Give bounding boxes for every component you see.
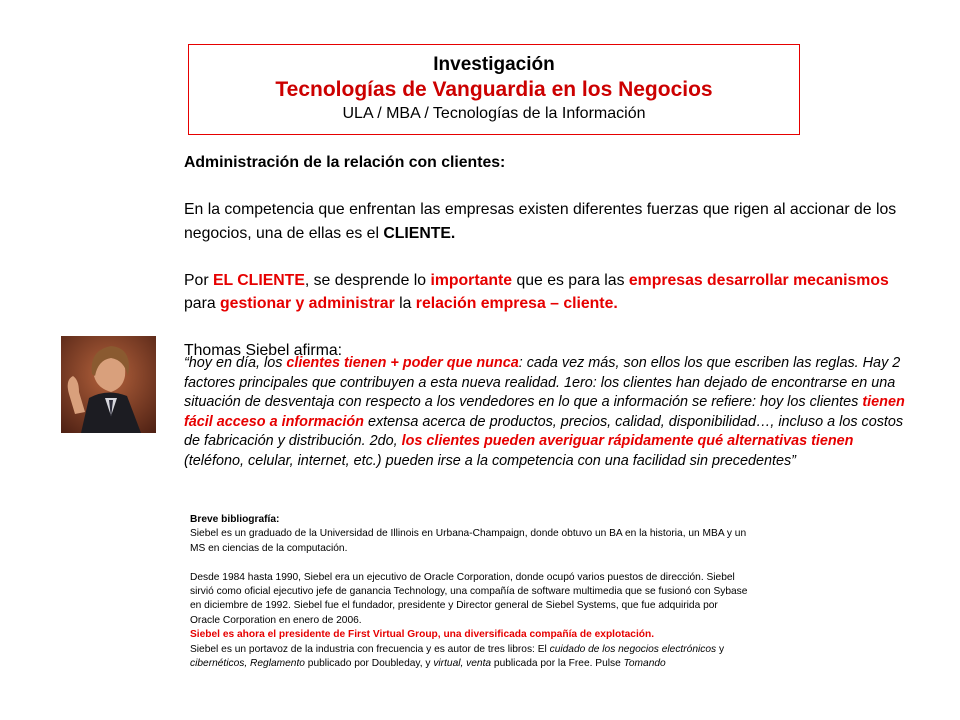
para2-seg: Por — [184, 271, 213, 289]
bibliography-title: Breve bibliografía: — [190, 514, 280, 525]
book-title: Tomando — [623, 658, 666, 670]
para2-highlight: importante — [430, 271, 513, 289]
quote-highlight: los clientes pueden averiguar rápidamente qué alternativas tienen — [401, 433, 854, 449]
biblio-seg: Siebel es un portavoz de la industria con frecuencia y es autor de tres libros: El — [190, 643, 550, 655]
quote-seg: “hoy en día, los — [184, 355, 287, 371]
portrait-photo — [61, 336, 156, 433]
quote-intro: Thomas Siebel afirma: — [184, 342, 343, 359]
main-content — [184, 151, 914, 363]
biblio-seg: publicado por Doubleday, y — [304, 658, 434, 670]
quote-seg: (teléfono, celular, internet, etc.) pueden irse a la competencia con una facilidad sin precedentes” — [184, 452, 796, 469]
section-heading: Administración de la relación con clientes: — [184, 154, 506, 171]
para2-highlight: relación empresa – cliente. — [415, 295, 618, 312]
quote-paragraph — [184, 354, 914, 471]
bibliography — [190, 513, 750, 671]
para1-text: En la competencia que enfrentan las empresas existen diferentes fuerzas que rigen al accionar de los negocios, una de ellas es el — [184, 201, 897, 242]
title-line-2: Tecnologías de Vanguardia en los Negocios — [275, 78, 713, 101]
bibliography-p1: Siebel es un graduado de la Universidad de Illinois en Urbana-Champaign, donde obtuvo un BA en la historia, un MBA y un MS en ciencias de la computación. — [190, 528, 747, 554]
quote-seg: extensa acerca de productos, precios, calidad, disponibilidad…, incluso a los costos de fabricación y distribución. 2do, — [184, 413, 904, 449]
book-title: cuidado de los negocios electrónicos — [549, 643, 717, 655]
portrait-image — [61, 336, 156, 433]
para2-seg: , se desprende lo — [304, 271, 431, 289]
para2-seg: para — [184, 295, 221, 312]
book-title: cibernéticos, Reglamento — [190, 658, 305, 670]
quote-seg: : cada vez más, son ellos los que escriben las reglas. Hay 2 factores principales que contribuyen a esta nueva realidad. 1ero: los clientes han dejado de encontrarse en una situación de desventaja con respecto a los vendedores en lo que a información se refiere: hoy los clientes — [184, 355, 901, 410]
title-line-1: Investigación — [433, 54, 555, 75]
quote-highlight: clientes tienen + poder que nunca — [286, 355, 519, 371]
title-box — [188, 44, 800, 135]
book-title: virtual, venta — [433, 658, 492, 670]
para2-highlight: EL CLIENTE — [212, 271, 305, 289]
para2-seg: que es para las — [512, 271, 629, 289]
paragraph-client — [184, 269, 914, 316]
biblio-seg: publicada por la Free. Pulse — [491, 658, 624, 670]
quote-highlight: tienen fácil acceso a información — [184, 394, 905, 430]
biblio-seg: y — [716, 643, 725, 655]
title-line-3: ULA / MBA / Tecnologías de la Información — [342, 105, 646, 122]
para2-highlight: gestionar y administrar — [220, 295, 395, 312]
para2-highlight: empresas desarrollar mecanismos — [628, 271, 889, 289]
bibliography-p3: Siebel es ahora el presidente de First Virtual Group, una diversificada compañía de explotación. — [190, 629, 655, 641]
bibliography-p2: Desde 1984 hasta 1990, Siebel era un ejecutivo de Oracle Corporation, donde ocupó varios puestos de dirección. Siebel sirvió como oficial ejecutivo jefe de ganancia Technology, una compañía de software multimedia que se fusionó con Sybase en diciembre de 1992. Siebel fue el fundador, presidente y Director general de Siebel Systems, que fue adquirida por Oracle Corporation en enero de 2006. — [190, 571, 748, 626]
para2-seg: la — [394, 295, 416, 312]
bibliography-p4 — [190, 643, 750, 672]
para1-client: CLIENTE. — [383, 224, 456, 242]
paragraph-competition — [184, 198, 914, 245]
